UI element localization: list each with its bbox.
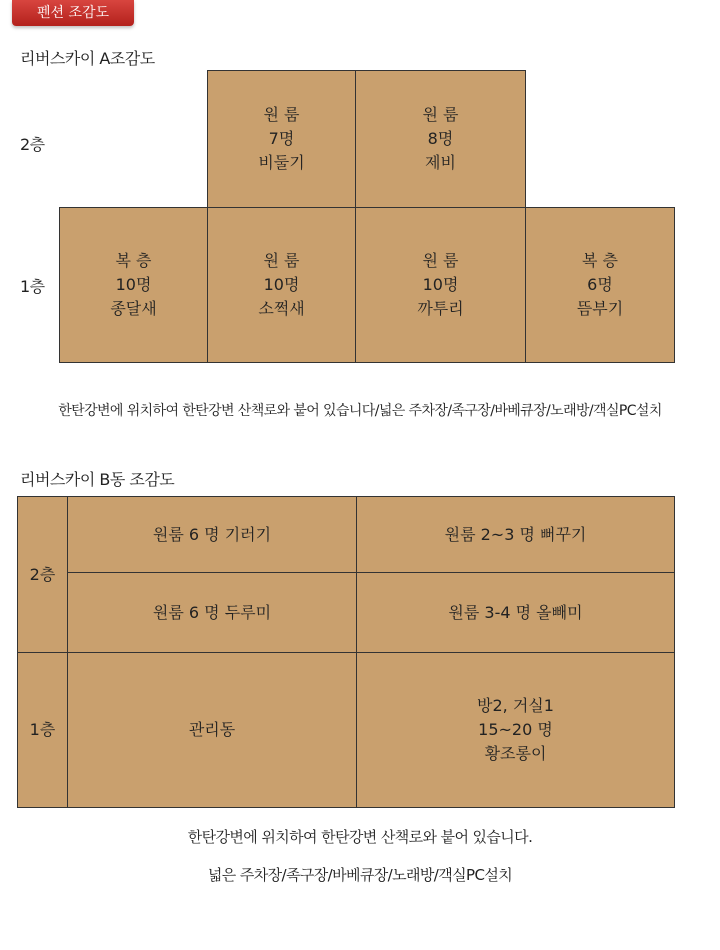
room-label: 원룸 2~3 명 뻐꾸기 bbox=[444, 524, 587, 544]
b-floor2-label: 2층 bbox=[29, 564, 56, 584]
office-label: 관리동 bbox=[188, 720, 236, 739]
a-floor1-label: 1층 bbox=[20, 277, 45, 296]
building-a-title: 리버스카이 A조감도 bbox=[20, 49, 155, 68]
room-ppeokkugi bbox=[356, 496, 675, 573]
room-capacity: 7명 bbox=[268, 129, 295, 148]
room-olppaemi bbox=[356, 572, 675, 653]
room-label: 원룸 3-4 명 올빼미 bbox=[448, 602, 583, 622]
room-type: 원 룸 bbox=[422, 105, 459, 124]
room-durumi bbox=[67, 572, 357, 653]
b-floor1-label-cell bbox=[17, 652, 68, 808]
room-name: 제비 bbox=[425, 153, 456, 172]
room-layout: 방2, 거실1 bbox=[477, 696, 554, 715]
building-b-note-2: 넓은 주차장/족구장/바베큐장/노래방/객실PC설치 bbox=[207, 866, 513, 884]
room-kkaturi bbox=[355, 207, 526, 363]
room-sojjeoksae bbox=[207, 207, 356, 363]
room-capacity: 6명 bbox=[587, 275, 613, 294]
room-name: 소쩍새 bbox=[258, 299, 305, 318]
room-tteumbugi bbox=[525, 207, 675, 363]
room-type: 원 룸 bbox=[263, 105, 300, 124]
room-jongdalsae bbox=[59, 207, 208, 363]
room-hwangjorongi bbox=[356, 652, 675, 808]
room-capacity: 10명 bbox=[263, 275, 300, 294]
building-b-note-1: 한탄강변에 위치하여 한탄강변 산책로와 붙어 있습니다. bbox=[187, 828, 533, 846]
b-floor1-label: 1층 bbox=[29, 720, 56, 739]
room-name: 종달새 bbox=[110, 299, 157, 318]
room-capacity: 10명 bbox=[115, 275, 152, 294]
room-type: 원 룸 bbox=[263, 251, 300, 270]
room-bidulgi bbox=[207, 70, 356, 208]
room-name: 까투리 bbox=[417, 299, 464, 318]
room-jebi bbox=[355, 70, 526, 208]
room-type: 원 룸 bbox=[422, 251, 459, 270]
a-floor2-label: 2층 bbox=[20, 135, 45, 154]
office-building bbox=[67, 652, 357, 808]
room-name: 비둘기 bbox=[258, 153, 305, 172]
room-type: 복 층 bbox=[582, 251, 618, 270]
room-capacity: 8명 bbox=[427, 129, 454, 148]
room-name: 황조롱이 bbox=[484, 744, 547, 763]
room-label: 원룸 6 명 기러기 bbox=[152, 524, 272, 544]
room-capacity: 10명 bbox=[422, 275, 459, 294]
room-type: 복 층 bbox=[115, 251, 152, 270]
room-capacity: 15~20 명 bbox=[478, 720, 553, 739]
b-floor2-label-cell bbox=[17, 496, 68, 653]
building-a-note: 한탄강변에 위치하여 한탄강변 산책로와 붙어 있습니다/넓은 주차장/족구장/바베큐장/노래방/객실PC설치 bbox=[58, 403, 662, 419]
section-tag: 펜션 조감도 bbox=[12, 0, 134, 26]
room-gireogi bbox=[67, 496, 357, 573]
room-label: 원룸 6 명 두루미 bbox=[152, 602, 272, 622]
building-b-title: 리버스카이 B동 조감도 bbox=[20, 470, 175, 489]
room-name: 뜸부기 bbox=[576, 299, 624, 318]
